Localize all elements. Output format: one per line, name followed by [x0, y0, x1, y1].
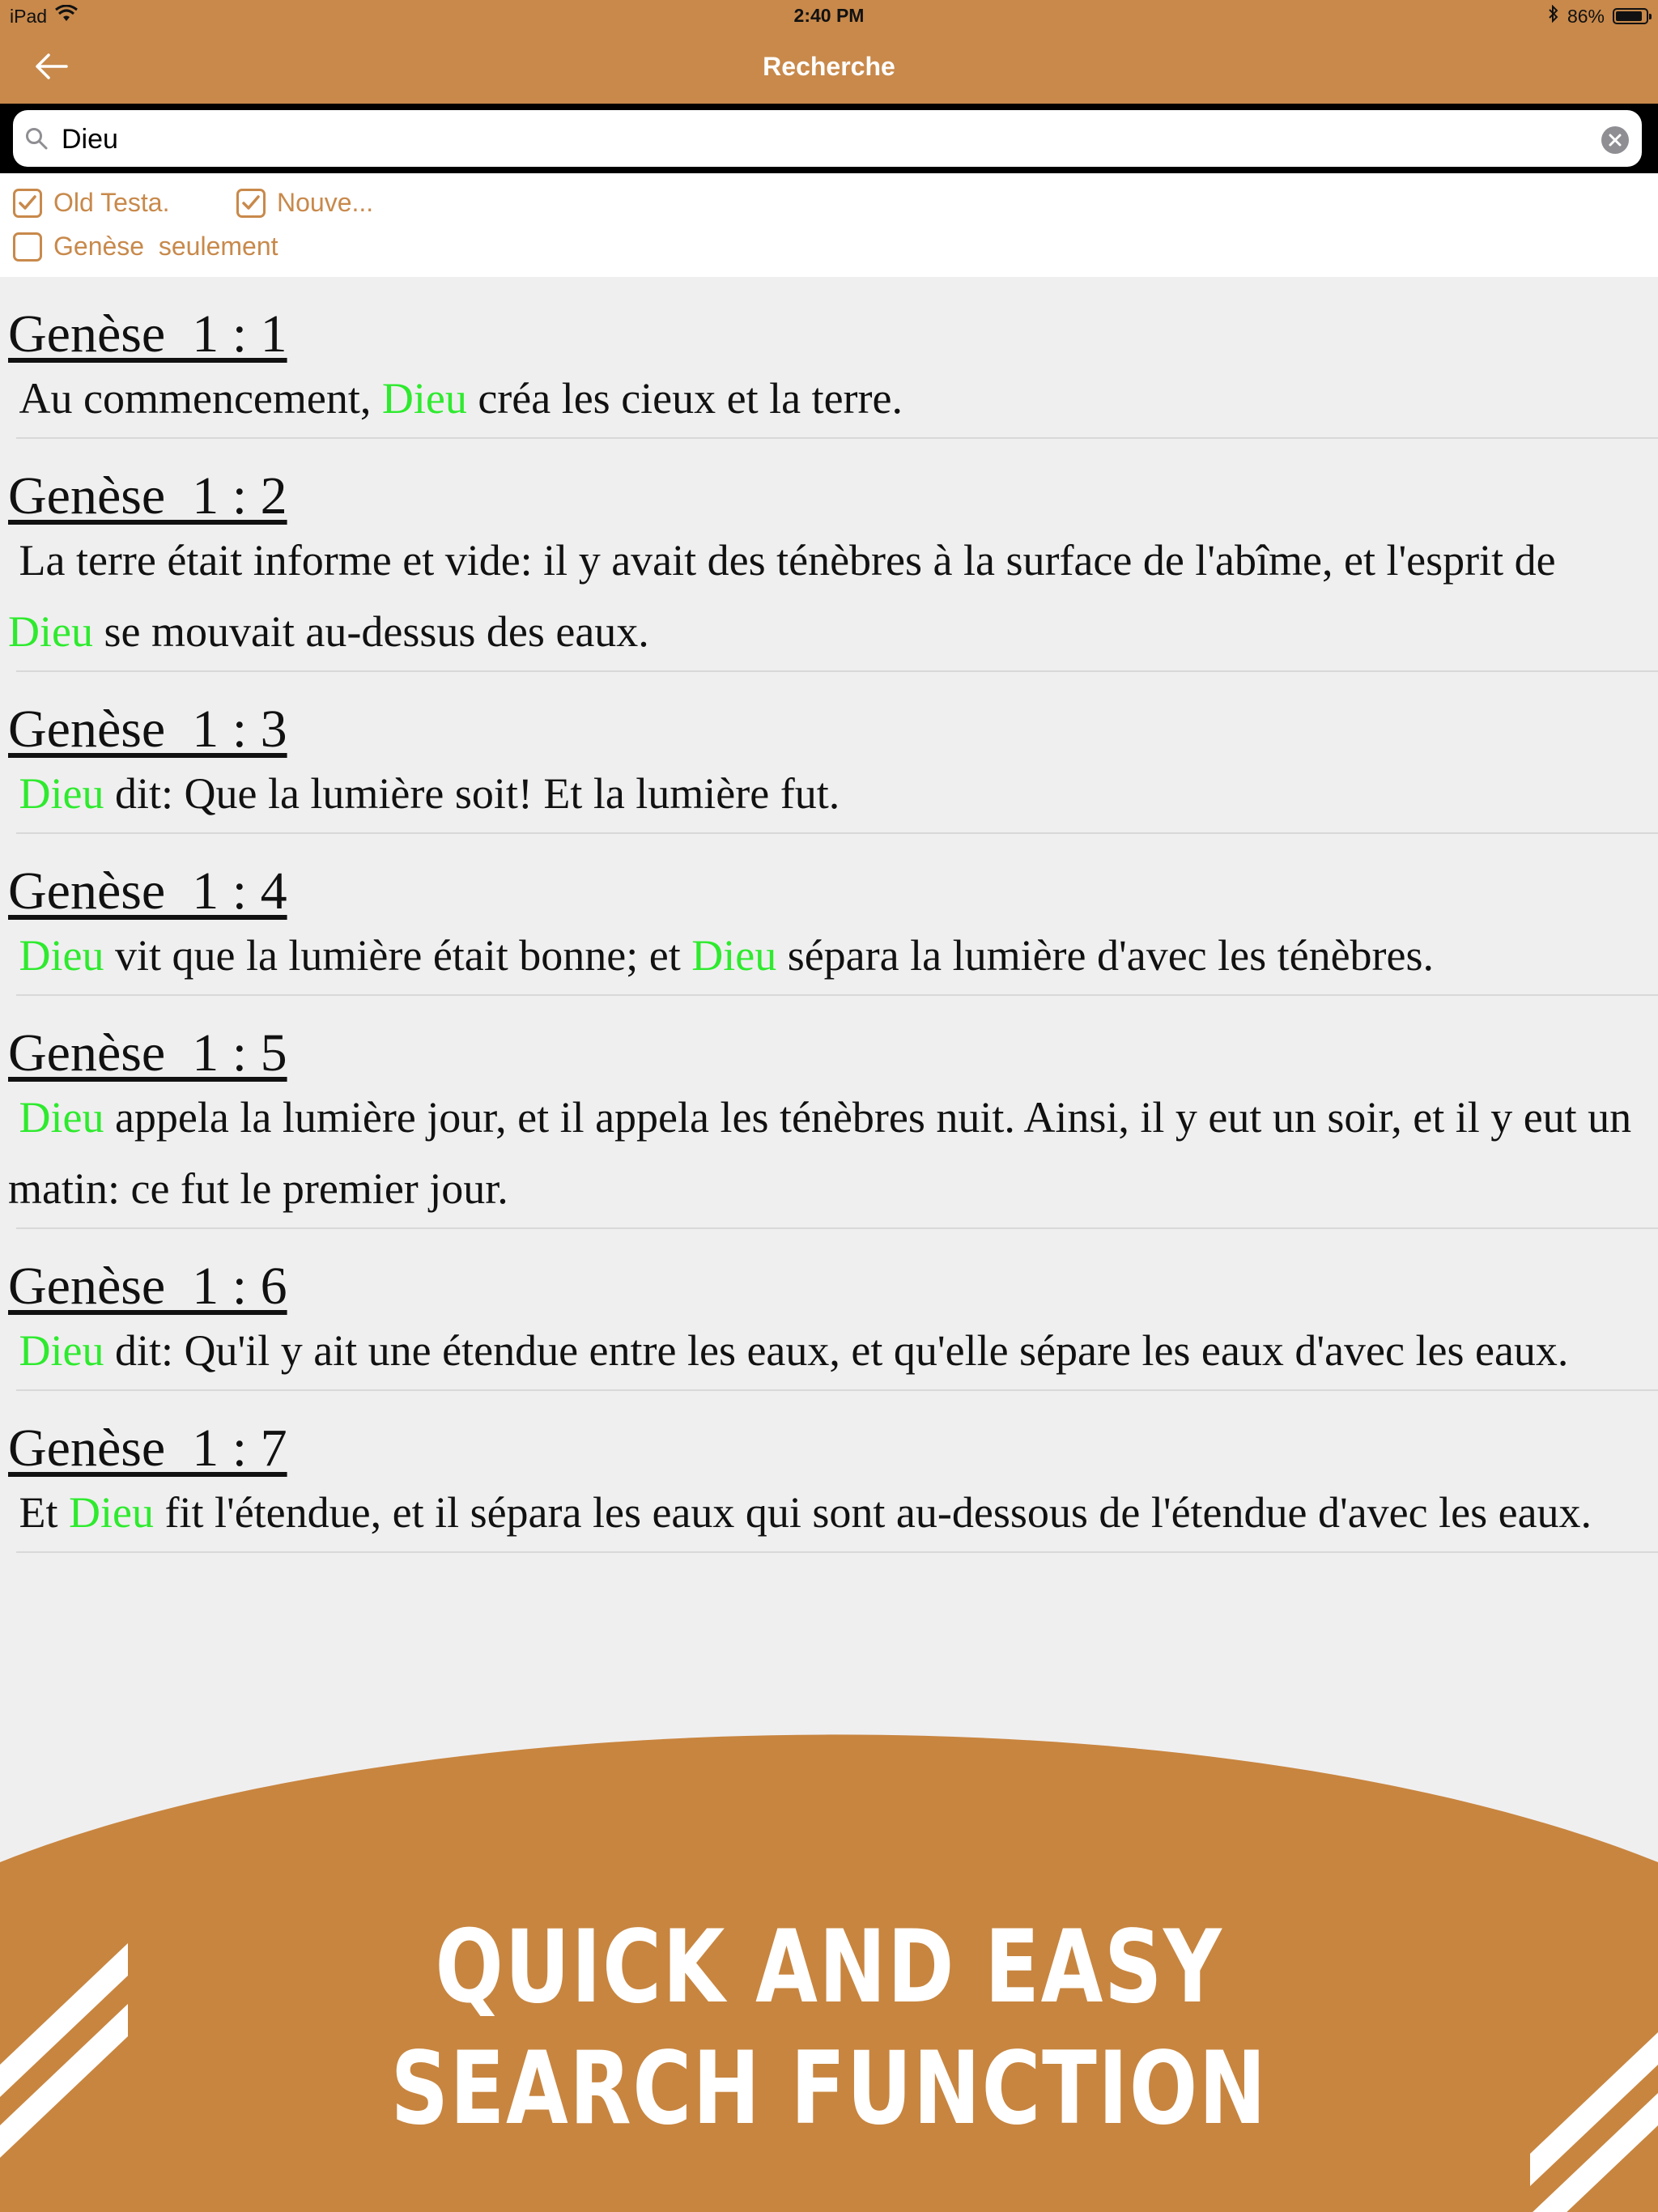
checkbox-checked-icon[interactable] [236, 189, 266, 218]
verse-text [8, 1477, 1658, 1551]
result-row[interactable] [8, 672, 1658, 834]
device-label: iPad [10, 5, 48, 27]
search-match-highlight: Dieu [19, 769, 104, 818]
search-results-list [0, 277, 1658, 1553]
search-match-highlight: Dieu [19, 1326, 104, 1375]
promo-banner [0, 1700, 1658, 2212]
filter-old-testament[interactable] [13, 188, 169, 218]
verse-text-segment: fit l'étendue, et il sépara les eaux qui sont au-dessous de l'étendue d'avec les eaux. [153, 1488, 1592, 1537]
filter-only-book-label: Genèse seulement [53, 232, 278, 261]
result-row[interactable] [8, 834, 1658, 996]
result-row[interactable] [8, 1391, 1658, 1553]
result-row[interactable] [8, 439, 1658, 672]
verse-reference-link[interactable]: Genèse 1 : 4 [8, 861, 287, 921]
status-bar [0, 0, 1658, 32]
filter-only-book[interactable] [13, 232, 278, 262]
verse-text-segment: dit: Qu'il y ait une étendue entre les eaux, et qu'elle sépare les eaux d'avec les eaux. [104, 1326, 1569, 1375]
verse-reference-link[interactable]: Genèse 1 : 2 [8, 466, 287, 525]
verse-text-segment: Et [8, 1488, 69, 1537]
promo-headline-line-1: QUICK AND EASY [435, 1909, 1223, 2026]
verse-text [8, 525, 1658, 670]
search-match-highlight: Dieu [69, 1488, 154, 1537]
search-input[interactable] [60, 118, 1585, 160]
verse-text-segment: vit que la lumière était bonne; et [104, 931, 692, 980]
page-title: Recherche [763, 52, 895, 81]
result-row[interactable] [8, 1229, 1658, 1391]
search-match-highlight: Dieu [8, 607, 93, 656]
search-match-highlight: Dieu [691, 931, 777, 980]
verse-text [8, 1082, 1658, 1227]
verse-reference-link[interactable]: Genèse 1 : 7 [8, 1419, 287, 1478]
search-match-highlight: Dieu [19, 1093, 104, 1142]
checkbox-unchecked-icon[interactable] [13, 232, 42, 262]
verse-text [8, 758, 1658, 832]
verse-text-segment [8, 769, 19, 818]
promo-headline-line-2: SEARCH FUNCTION [390, 2031, 1268, 2147]
verse-text [8, 920, 1658, 994]
verse-text-segment: créa les cieux et la terre. [466, 374, 903, 423]
verse-text-segment: La terre était informe et vide: il y avait des ténèbres à la surface de l'abîme, et l'esprit de [8, 536, 1567, 585]
battery-icon [1613, 8, 1648, 24]
filter-new-testament-label: Nouve... [277, 188, 374, 217]
clear-search-button[interactable] [1601, 126, 1629, 154]
search-field[interactable] [13, 110, 1642, 167]
filter-new-testament[interactable] [236, 188, 373, 218]
status-time: 2:40 PM [793, 5, 865, 26]
battery-percentage: 86% [1567, 5, 1605, 27]
filter-old-testament-label: Old Testa. [53, 188, 170, 217]
verse-text-segment: dit: Que la lumière soit! Et la lumière fut. [104, 769, 840, 818]
search-match-highlight: Dieu [381, 374, 467, 423]
navigation-bar [0, 0, 1658, 104]
verse-text-segment: Au commencement, [8, 374, 382, 423]
verse-reference-link[interactable]: Genèse 1 : 6 [8, 1257, 287, 1316]
verse-reference-link[interactable]: Genèse 1 : 3 [8, 700, 287, 759]
search-filters [0, 173, 1658, 277]
result-row[interactable] [8, 277, 1658, 439]
close-icon [1609, 134, 1622, 147]
verse-text-segment [8, 1326, 19, 1375]
verse-text-segment [8, 931, 19, 980]
verse-text-segment: se mouvait au-dessus des eaux. [92, 607, 649, 656]
checkbox-checked-icon[interactable] [13, 189, 42, 218]
result-row[interactable] [8, 996, 1658, 1229]
verse-text [8, 363, 1658, 437]
verse-text [8, 1315, 1658, 1389]
verse-text-segment: sépara la lumière d'avec les ténèbres. [776, 931, 1435, 980]
search-match-highlight: Dieu [19, 931, 104, 980]
verse-text-segment [8, 1093, 19, 1142]
verse-reference-link[interactable]: Genèse 1 : 5 [8, 1023, 287, 1083]
verse-text-segment: appela la lumière jour, et il appela les ténèbres nuit. Ainsi, il y eut un soir, et il y eut un matin: ce fut le premier jour. [8, 1093, 1643, 1213]
search-icon [24, 126, 49, 151]
search-bar [0, 104, 1658, 173]
bluetooth-icon [1548, 5, 1559, 28]
verse-reference-link[interactable]: Genèse 1 : 1 [8, 304, 287, 364]
